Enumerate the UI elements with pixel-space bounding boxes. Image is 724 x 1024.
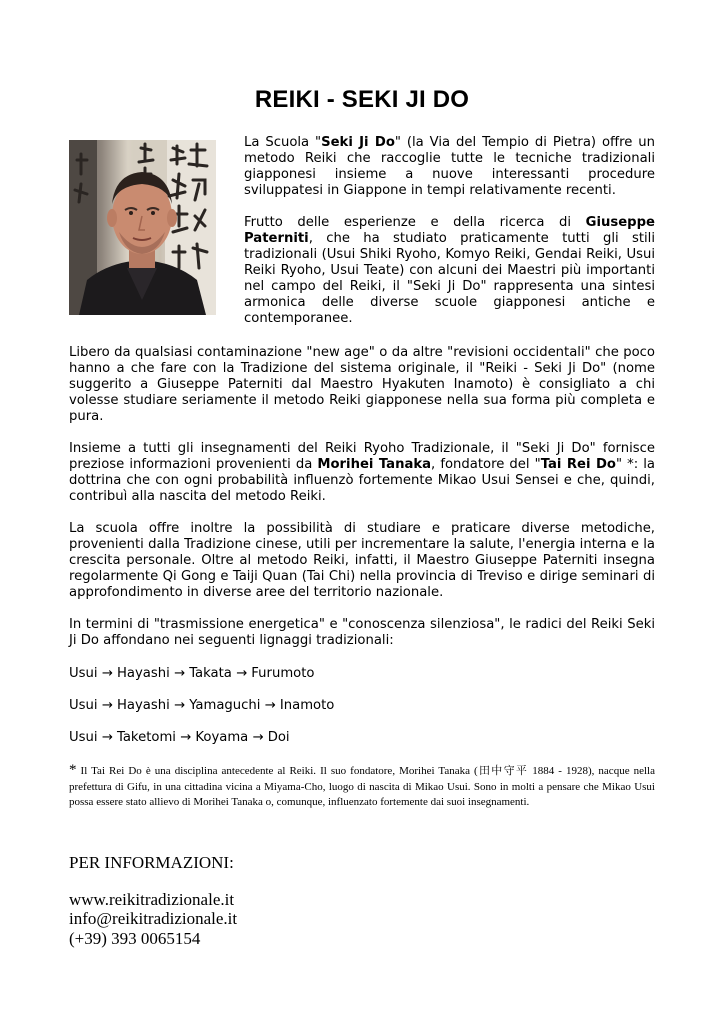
footnote-asterisk: * [69, 762, 77, 778]
portrait-photo [69, 140, 216, 315]
tradition-text-end: " *: la dottrina che con ogni probabilità influenzò fortemente Mikao Usui Sensei e che, quindi, contribuì alla nascita del metodo Reiki. [69, 457, 655, 504]
intro-paragraph [244, 135, 655, 199]
info-website-link[interactable]: www.reikitradizionale.it [69, 890, 235, 909]
founder-name-bold: Giuseppe Paterniti [244, 215, 655, 246]
lineage-line-3: Usui → Taketomi → Koyama → Doi [69, 730, 290, 745]
tradition-text-middle: , fondatore del " [431, 457, 541, 472]
footnote-text: Il Tai Rei Do è una disciplina antecedente al Reiki. Il suo fondatore, Morihei Tanaka (田中守平 1884 - 1928), nacque nella prefettura di Gifu, in una cittadina vicina a Miyama-Cho, luogo di nascita di Mikao Usui. Sono in molti a pensare che Mikao Usui possa essere stato allievo di Morihei Tanaka o, comunque, influenzato fortemente dai suoi insegnamenti. [69, 765, 655, 808]
portrait-photo-icon [69, 140, 216, 315]
founder-text-start: Frutto delle esperienze e della ricerca di [244, 215, 586, 230]
lineage-intro-paragraph: In termini di "trasmissione energetica" e "conoscenza silenziosa", le radici del Reiki Seki Ji Do affondano nei seguenti lignaggi tradizionali: [69, 617, 655, 648]
tanaka-name-bold: Morihei Tanaka [317, 457, 432, 472]
footnote [69, 763, 655, 811]
tai-rei-do-bold: Tai Rei Do [540, 457, 616, 472]
page-title: REIKI - SEKI JI DO [254, 86, 470, 113]
lineage-line-2: Usui → Hayashi → Yamaguchi → Inamoto [69, 698, 335, 713]
intro-text-end: " (la Via del Tempio di Pietra) offre un metodo Reiki che raccoglie tutte le tecniche tradizionali giapponesi insieme a nuove interessanti procedure sviluppatesi in Giappone in tempi relativamente recenti. [244, 135, 655, 198]
purity-paragraph: Libero da qualsiasi contaminazione "new age" o da altre "revisioni occidentali" che poco hanno a che fare con la Tradizione del sistema originale, il "Reiki - Seki Ji Do" (nome suggerito a Giuseppe Paterniti dal Maestro Hyakuten Inamoto) è consigliato a chi volesse studiare seriamente il metodo Reiki giapponese nella sua forma più completa e pura. [69, 345, 655, 424]
info-phone: (+39) 393 0065154 [69, 929, 201, 948]
tradition-paragraph [69, 441, 655, 505]
info-email-link[interactable]: info@reikitradizionale.it [69, 909, 238, 928]
founder-text-end: , che ha studiato praticamente tutti gli stili tradizionali (Usui Shiki Ryoho, Komyo Reiki, Gendai Reiki, Usui Reiki Ryoho, Usui Teate) con alcuni dei Maestri più importanti nel campo del Reiki, il "Seki Ji Do" rappresenta una sintesi armonica delle diverse scuole giapponesi antiche e contemporanee. [244, 231, 655, 326]
school-name-bold: Seki Ji Do [321, 135, 395, 150]
founder-paragraph [244, 215, 655, 327]
tradition-text-start: Insieme a tutti gli insegnamenti del Reiki Ryoho Tradizionale, il "Seki Ji Do" fornisce preziose informazioni provenienti da [69, 441, 655, 472]
info-heading: PER INFORMAZIONI: [69, 853, 234, 872]
school-offer-paragraph: La scuola offre inoltre la possibilità di studiare e praticare diverse metodiche, provenienti dalla Tradizione cinese, utili per incrementare la salute, l'energia interna e la crescita personale. Oltre al metodo Reiki, infatti, il Maestro Giuseppe Paterniti insegna regolarmente Qi Gong e Taiji Quan (Tai Chi) nella provincia di Treviso e dirige seminari di approfondimento in diverse aree del territorio nazionale. [69, 521, 655, 600]
lineage-line-1: Usui → Hayashi → Takata → Furumoto [69, 666, 315, 681]
intro-text-start: La Scuola " [244, 135, 322, 150]
